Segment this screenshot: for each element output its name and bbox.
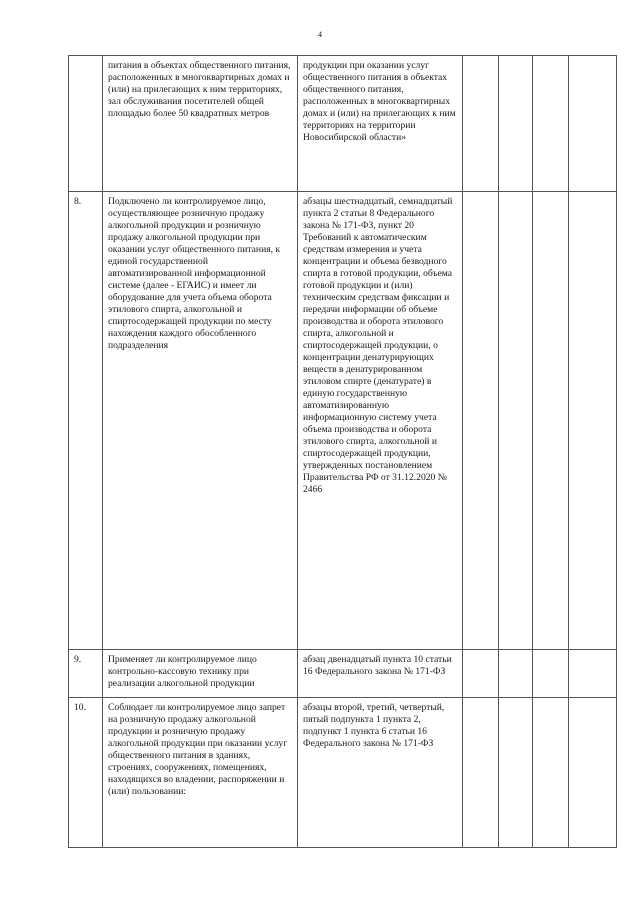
answer-cell-yes[interactable] <box>463 192 499 650</box>
answer-cell-no[interactable] <box>499 698 533 848</box>
question-cell: Соблюдает ли контролируемое лицо запрет на розничную продажу алкогольной продукции и розничную продажу алкогольной продукции при оказании услуг общественного питания в зданиях, строениях, сооружениях, помещениях, находящихся во владении, распоряжении и (или) пользовании: <box>103 698 298 848</box>
answer-cell-no[interactable] <box>499 192 533 650</box>
question-cell: Применяет ли контролируемое лицо контрольно-кассовую технику при реализации алкогольной продукции <box>103 650 298 698</box>
table-row <box>69 56 617 192</box>
answer-cell-na[interactable] <box>533 698 569 848</box>
row-number <box>69 56 103 192</box>
note-cell[interactable] <box>569 56 617 192</box>
question-cell: питания в объектах общественного питания, расположенных в многоквартирных домах и (или) на прилегающих к ним территориях, зал обслуживания посетителей общей площадью более 50 квадратных метров <box>103 56 298 192</box>
checklist-table <box>68 55 617 848</box>
answer-cell-na[interactable] <box>533 56 569 192</box>
reference-cell: абзацы шестнадцатый, семнадцатый пункта 2 статьи 8 Федерального закона № 171-ФЗ, пункт 20 Требований к автоматическим средствам измерения и учета концентрации и объема безводного спирта в готовой продукции, объема готовой продукции и (или) техническим средствам фиксации и передачи информации об объеме производства и оборота этилового спирта, алкогольной и спиртосодержащей продукции, о концентрации денатурирующих веществ в денатурированном этиловом спирте (денатурате) в единую государственную автоматизированную информационную систему учета объема производства и оборота этилового спирта, алкогольной и спиртосодержащей продукции, утвержденных постановлением Правительства РФ от 31.12.2020 № 2466 <box>298 192 463 650</box>
answer-cell-yes[interactable] <box>463 650 499 698</box>
note-cell[interactable] <box>569 698 617 848</box>
reference-cell: продукции при оказании услуг общественного питания в объектах общественного питания, расположенных в многоквартирных домах и (или) на прилегающих к ним территориях на территории Новосибирской области» <box>298 56 463 192</box>
page-number: 4 <box>318 30 322 39</box>
row-number: 8. <box>69 192 103 650</box>
answer-cell-no[interactable] <box>499 650 533 698</box>
table-row <box>69 650 617 698</box>
table-row <box>69 698 617 848</box>
note-cell[interactable] <box>569 650 617 698</box>
row-number: 10. <box>69 698 103 848</box>
reference-cell: абзацы второй, третий, четвертый, пятый подпункта 1 пункта 2, подпункт 1 пункта 6 статьи 16 Федерального закона № 171-ФЗ <box>298 698 463 848</box>
answer-cell-na[interactable] <box>533 192 569 650</box>
table-row <box>69 192 617 650</box>
answer-cell-yes[interactable] <box>463 56 499 192</box>
answer-cell-yes[interactable] <box>463 698 499 848</box>
answer-cell-na[interactable] <box>533 650 569 698</box>
answer-cell-no[interactable] <box>499 56 533 192</box>
question-cell: Подключено ли контролируемое лицо, осуществляющее розничную продажу алкогольной продукции и розничную продажу алкогольной продукции при оказании услуг общественного питания, к единой государственной автоматизированной информационной системе (далее - ЕГАИС) и имеет ли оборудование для учета объема оборота этилового спирта, алкогольной и спиртосодержащей продукции по месту нахождения каждого обособленного подразделения <box>103 192 298 650</box>
reference-cell: абзац двенадцатый пункта 10 статьи 16 Федерального закона № 171-ФЗ <box>298 650 463 698</box>
row-number: 9. <box>69 650 103 698</box>
note-cell[interactable] <box>569 192 617 650</box>
